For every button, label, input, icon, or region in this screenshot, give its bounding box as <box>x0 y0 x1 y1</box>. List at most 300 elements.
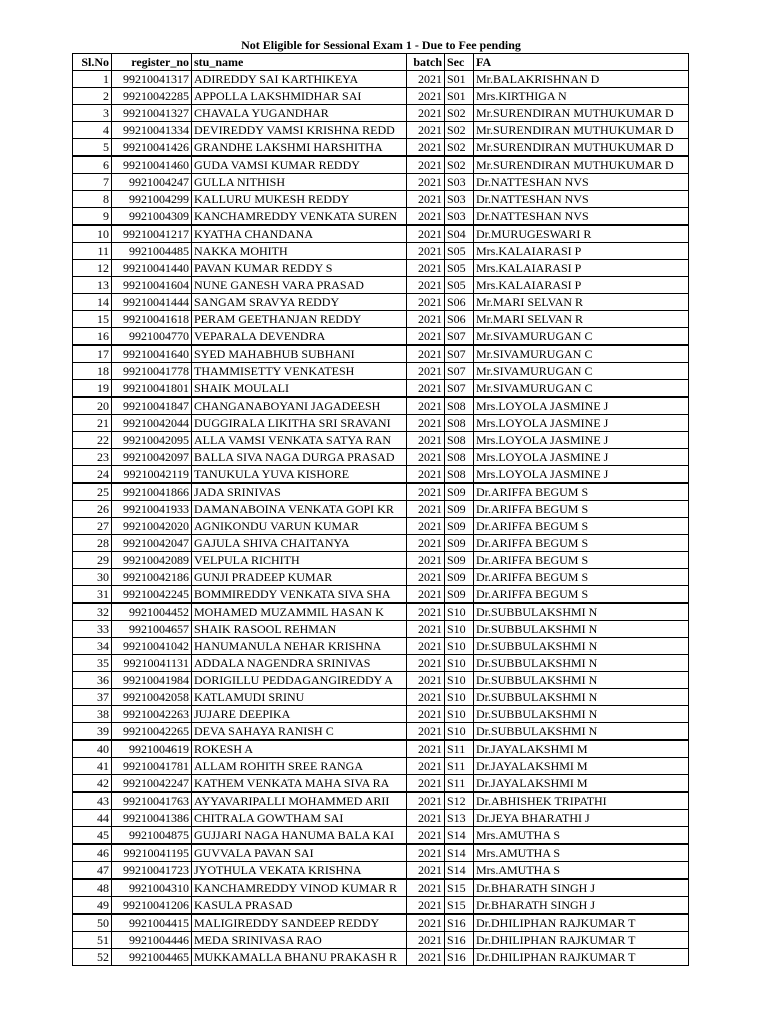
cell-batch[interactable]: 2021 <box>407 328 445 346</box>
cell-stu-name[interactable] <box>192 483 407 501</box>
cell-stu-name[interactable] <box>192 672 407 689</box>
cell-sec[interactable]: S09 <box>445 569 474 586</box>
cell-slno[interactable]: 8 <box>73 191 112 208</box>
cell-register-no[interactable]: 99210041778 <box>112 363 192 380</box>
cell-sec[interactable]: S10 <box>445 638 474 655</box>
cell-slno[interactable]: 45 <box>73 827 112 845</box>
cell-stu-name[interactable] <box>192 689 407 706</box>
cell-stu-name[interactable] <box>192 122 407 139</box>
cell-register-no[interactable]: 99210042263 <box>112 706 192 723</box>
cell-slno[interactable]: 11 <box>73 243 112 260</box>
cell-slno[interactable]: 4 <box>73 122 112 139</box>
cell-batch[interactable]: 2021 <box>407 380 445 398</box>
cell-slno[interactable]: 20 <box>73 397 112 415</box>
cell-register-no[interactable]: 99210041640 <box>112 345 192 363</box>
cell-batch[interactable]: 2021 <box>407 208 445 226</box>
cell-register-no[interactable]: 99210041984 <box>112 672 192 689</box>
cell-register-no[interactable]: 9921004657 <box>112 621 192 638</box>
cell-batch[interactable]: 2021 <box>407 879 445 897</box>
cell-batch[interactable]: 2021 <box>407 105 445 122</box>
cell-stu-name[interactable] <box>192 810 407 827</box>
cell-sec[interactable]: S07 <box>445 328 474 346</box>
cell-slno[interactable]: 40 <box>73 740 112 758</box>
cell-stu-name[interactable] <box>192 191 407 208</box>
cell-batch[interactable]: 2021 <box>407 363 445 380</box>
cell-sec[interactable]: S16 <box>445 949 474 966</box>
cell-sec[interactable]: S08 <box>445 432 474 449</box>
cell-slno[interactable]: 14 <box>73 294 112 311</box>
cell-batch[interactable]: 2021 <box>407 810 445 827</box>
cell-register-no[interactable]: 9921004875 <box>112 827 192 845</box>
cell-register-no[interactable]: 99210042044 <box>112 415 192 432</box>
cell-register-no[interactable]: 99210041426 <box>112 139 192 157</box>
cell-stu-name[interactable] <box>192 449 407 466</box>
cell-batch[interactable]: 2021 <box>407 415 445 432</box>
cell-fa[interactable]: Dr.BHARATH SINGH J <box>474 897 689 915</box>
cell-sec[interactable]: S06 <box>445 294 474 311</box>
cell-register-no[interactable]: 99210042089 <box>112 552 192 569</box>
cell-batch[interactable]: 2021 <box>407 277 445 294</box>
cell-stu-name[interactable] <box>192 225 407 243</box>
cell-register-no[interactable]: 9921004465 <box>112 949 192 966</box>
cell-fa[interactable]: Mr.SURENDIRAN MUTHUKUMAR D <box>474 156 689 174</box>
cell-stu-name[interactable] <box>192 862 407 880</box>
cell-sec[interactable]: S06 <box>445 311 474 328</box>
cell-register-no[interactable]: 99210042245 <box>112 586 192 604</box>
cell-register-no[interactable]: 99210042058 <box>112 689 192 706</box>
cell-fa[interactable]: Dr.NATTESHAN NVS <box>474 191 689 208</box>
cell-slno[interactable]: 12 <box>73 260 112 277</box>
cell-batch[interactable]: 2021 <box>407 827 445 845</box>
cell-batch[interactable]: 2021 <box>407 862 445 880</box>
cell-slno[interactable]: 24 <box>73 466 112 484</box>
cell-stu-name[interactable] <box>192 345 407 363</box>
cell-register-no[interactable]: 9921004299 <box>112 191 192 208</box>
cell-fa[interactable]: Dr.BHARATH SINGH J <box>474 879 689 897</box>
cell-fa[interactable]: Mrs.KIRTHIGA N <box>474 88 689 105</box>
cell-register-no[interactable]: 9921004310 <box>112 879 192 897</box>
cell-fa[interactable]: Mrs.LOYOLA JASMINE J <box>474 466 689 484</box>
cell-fa[interactable]: Dr.DHILIPHAN RAJKUMAR T <box>474 914 689 932</box>
cell-slno[interactable]: 51 <box>73 932 112 949</box>
cell-register-no[interactable]: 99210041131 <box>112 655 192 672</box>
cell-stu-name[interactable] <box>192 723 407 741</box>
cell-slno[interactable]: 42 <box>73 775 112 793</box>
cell-register-no[interactable]: 99210041866 <box>112 483 192 501</box>
cell-batch[interactable]: 2021 <box>407 225 445 243</box>
cell-slno[interactable]: 37 <box>73 689 112 706</box>
cell-batch[interactable]: 2021 <box>407 932 445 949</box>
cell-sec[interactable]: S07 <box>445 363 474 380</box>
cell-stu-name[interactable] <box>192 415 407 432</box>
cell-batch[interactable]: 2021 <box>407 672 445 689</box>
cell-stu-name[interactable] <box>192 311 407 328</box>
cell-slno[interactable]: 28 <box>73 535 112 552</box>
cell-register-no[interactable]: 9921004247 <box>112 174 192 191</box>
cell-sec[interactable]: S09 <box>445 483 474 501</box>
cell-batch[interactable]: 2021 <box>407 569 445 586</box>
cell-sec[interactable]: S01 <box>445 88 474 105</box>
cell-slno[interactable]: 16 <box>73 328 112 346</box>
cell-batch[interactable]: 2021 <box>407 483 445 501</box>
cell-stu-name[interactable] <box>192 260 407 277</box>
cell-register-no[interactable]: 99210041723 <box>112 862 192 880</box>
cell-stu-name[interactable] <box>192 380 407 398</box>
cell-stu-name[interactable] <box>192 740 407 758</box>
cell-sec[interactable]: S16 <box>445 932 474 949</box>
cell-slno[interactable]: 52 <box>73 949 112 966</box>
cell-batch[interactable]: 2021 <box>407 706 445 723</box>
cell-sec[interactable]: S02 <box>445 105 474 122</box>
cell-register-no[interactable]: 99210042119 <box>112 466 192 484</box>
cell-register-no[interactable]: 99210042095 <box>112 432 192 449</box>
cell-fa[interactable]: Dr.SUBBULAKSHMI N <box>474 638 689 655</box>
cell-slno[interactable]: 32 <box>73 603 112 621</box>
cell-stu-name[interactable] <box>192 432 407 449</box>
cell-stu-name[interactable] <box>192 466 407 484</box>
cell-sec[interactable]: S10 <box>445 723 474 741</box>
cell-register-no[interactable]: 9921004619 <box>112 740 192 758</box>
cell-batch[interactable]: 2021 <box>407 449 445 466</box>
cell-slno[interactable]: 26 <box>73 501 112 518</box>
cell-register-no[interactable]: 99210041604 <box>112 277 192 294</box>
cell-stu-name[interactable] <box>192 879 407 897</box>
cell-batch[interactable]: 2021 <box>407 174 445 191</box>
cell-register-no[interactable]: 99210041618 <box>112 311 192 328</box>
cell-fa[interactable]: Dr.SUBBULAKSHMI N <box>474 689 689 706</box>
cell-slno[interactable]: 13 <box>73 277 112 294</box>
cell-fa[interactable]: Mrs.AMUTHA S <box>474 862 689 880</box>
cell-register-no[interactable]: 9921004485 <box>112 243 192 260</box>
cell-sec[interactable]: S05 <box>445 243 474 260</box>
cell-sec[interactable]: S02 <box>445 122 474 139</box>
cell-fa[interactable]: Dr.ABHISHEK TRIPATHI <box>474 792 689 810</box>
cell-slno[interactable]: 3 <box>73 105 112 122</box>
cell-sec[interactable]: S14 <box>445 827 474 845</box>
cell-stu-name[interactable] <box>192 518 407 535</box>
cell-register-no[interactable]: 99210042020 <box>112 518 192 535</box>
cell-batch[interactable]: 2021 <box>407 71 445 88</box>
cell-stu-name[interactable] <box>192 105 407 122</box>
cell-sec[interactable]: S05 <box>445 277 474 294</box>
cell-slno[interactable]: 35 <box>73 655 112 672</box>
cell-register-no[interactable]: 99210041801 <box>112 380 192 398</box>
cell-register-no[interactable]: 99210042285 <box>112 88 192 105</box>
cell-batch[interactable]: 2021 <box>407 260 445 277</box>
cell-stu-name[interactable] <box>192 775 407 793</box>
cell-register-no[interactable]: 99210041460 <box>112 156 192 174</box>
cell-register-no[interactable]: 99210042247 <box>112 775 192 793</box>
cell-fa[interactable]: Mrs.KALAIARASI P <box>474 243 689 260</box>
cell-slno[interactable]: 2 <box>73 88 112 105</box>
cell-fa[interactable]: Mr.SIVAMURUGAN C <box>474 328 689 346</box>
cell-fa[interactable]: Dr.ARIFFA BEGUM S <box>474 501 689 518</box>
cell-fa[interactable]: Mrs.AMUTHA S <box>474 844 689 862</box>
cell-batch[interactable]: 2021 <box>407 535 445 552</box>
cell-sec[interactable]: S09 <box>445 535 474 552</box>
cell-slno[interactable]: 7 <box>73 174 112 191</box>
cell-batch[interactable]: 2021 <box>407 88 445 105</box>
cell-fa[interactable]: Mrs.KALAIARASI P <box>474 260 689 277</box>
cell-register-no[interactable]: 99210041317 <box>112 71 192 88</box>
cell-stu-name[interactable] <box>192 792 407 810</box>
cell-fa[interactable]: Dr.DHILIPHAN RAJKUMAR T <box>474 932 689 949</box>
cell-batch[interactable]: 2021 <box>407 156 445 174</box>
cell-fa[interactable]: Mr.SIVAMURUGAN C <box>474 345 689 363</box>
cell-register-no[interactable]: 99210042097 <box>112 449 192 466</box>
cell-sec[interactable]: S10 <box>445 689 474 706</box>
cell-sec[interactable]: S02 <box>445 156 474 174</box>
cell-stu-name[interactable] <box>192 139 407 157</box>
cell-batch[interactable]: 2021 <box>407 689 445 706</box>
cell-slno[interactable]: 31 <box>73 586 112 604</box>
cell-batch[interactable]: 2021 <box>407 740 445 758</box>
cell-register-no[interactable]: 9921004446 <box>112 932 192 949</box>
cell-batch[interactable]: 2021 <box>407 723 445 741</box>
cell-sec[interactable]: S03 <box>445 191 474 208</box>
cell-stu-name[interactable] <box>192 156 407 174</box>
cell-register-no[interactable]: 9921004452 <box>112 603 192 621</box>
cell-batch[interactable]: 2021 <box>407 466 445 484</box>
cell-slno[interactable]: 34 <box>73 638 112 655</box>
cell-batch[interactable]: 2021 <box>407 586 445 604</box>
cell-batch[interactable]: 2021 <box>407 758 445 775</box>
cell-fa[interactable]: Mr.SURENDIRAN MUTHUKUMAR D <box>474 122 689 139</box>
cell-fa[interactable]: Dr.MURUGESWARI R <box>474 225 689 243</box>
cell-fa[interactable]: Dr.JAYALAKSHMI M <box>474 775 689 793</box>
cell-fa[interactable]: Mr.BALAKRISHNAN D <box>474 71 689 88</box>
cell-sec[interactable]: S09 <box>445 586 474 604</box>
cell-slno[interactable]: 10 <box>73 225 112 243</box>
cell-stu-name[interactable] <box>192 897 407 915</box>
cell-register-no[interactable]: 99210041781 <box>112 758 192 775</box>
cell-sec[interactable]: S09 <box>445 518 474 535</box>
cell-sec[interactable]: S14 <box>445 862 474 880</box>
cell-register-no[interactable]: 99210041042 <box>112 638 192 655</box>
cell-fa[interactable]: Mrs.LOYOLA JASMINE J <box>474 449 689 466</box>
cell-sec[interactable]: S13 <box>445 810 474 827</box>
cell-fa[interactable]: Dr.ARIFFA BEGUM S <box>474 586 689 604</box>
cell-register-no[interactable]: 9921004309 <box>112 208 192 226</box>
cell-sec[interactable]: S02 <box>445 139 474 157</box>
cell-slno[interactable]: 15 <box>73 311 112 328</box>
cell-fa[interactable]: Dr.ARIFFA BEGUM S <box>474 483 689 501</box>
cell-slno[interactable]: 19 <box>73 380 112 398</box>
cell-stu-name[interactable] <box>192 586 407 604</box>
cell-register-no[interactable]: 99210042047 <box>112 535 192 552</box>
cell-sec[interactable]: S03 <box>445 174 474 191</box>
cell-sec[interactable]: S07 <box>445 345 474 363</box>
cell-batch[interactable]: 2021 <box>407 914 445 932</box>
cell-sec[interactable]: S10 <box>445 706 474 723</box>
cell-sec[interactable]: S15 <box>445 879 474 897</box>
cell-stu-name[interactable] <box>192 844 407 862</box>
cell-slno[interactable]: 21 <box>73 415 112 432</box>
cell-fa[interactable]: Dr.ARIFFA BEGUM S <box>474 552 689 569</box>
cell-fa[interactable]: Mrs.KALAIARASI P <box>474 277 689 294</box>
cell-sec[interactable]: S11 <box>445 740 474 758</box>
cell-fa[interactable]: Mr.MARI SELVAN R <box>474 311 689 328</box>
cell-slno[interactable]: 47 <box>73 862 112 880</box>
cell-batch[interactable]: 2021 <box>407 501 445 518</box>
cell-register-no[interactable]: 9921004770 <box>112 328 192 346</box>
cell-sec[interactable]: S15 <box>445 897 474 915</box>
cell-slno[interactable]: 33 <box>73 621 112 638</box>
cell-fa[interactable]: Dr.JAYALAKSHMI M <box>474 758 689 775</box>
cell-sec[interactable]: S10 <box>445 621 474 638</box>
cell-stu-name[interactable] <box>192 535 407 552</box>
cell-sec[interactable]: S05 <box>445 260 474 277</box>
cell-slno[interactable]: 38 <box>73 706 112 723</box>
cell-slno[interactable]: 48 <box>73 879 112 897</box>
cell-batch[interactable]: 2021 <box>407 949 445 966</box>
cell-stu-name[interactable] <box>192 706 407 723</box>
cell-fa[interactable]: Dr.SUBBULAKSHMI N <box>474 655 689 672</box>
cell-slno[interactable]: 22 <box>73 432 112 449</box>
cell-register-no[interactable]: 99210041763 <box>112 792 192 810</box>
cell-register-no[interactable]: 99210041206 <box>112 897 192 915</box>
cell-stu-name[interactable] <box>192 552 407 569</box>
cell-fa[interactable]: Dr.SUBBULAKSHMI N <box>474 621 689 638</box>
cell-stu-name[interactable] <box>192 243 407 260</box>
cell-register-no[interactable]: 99210041444 <box>112 294 192 311</box>
cell-sec[interactable]: S08 <box>445 415 474 432</box>
cell-slno[interactable]: 49 <box>73 897 112 915</box>
cell-batch[interactable]: 2021 <box>407 897 445 915</box>
cell-batch[interactable]: 2021 <box>407 432 445 449</box>
cell-batch[interactable]: 2021 <box>407 552 445 569</box>
cell-sec[interactable]: S09 <box>445 552 474 569</box>
cell-slno[interactable]: 6 <box>73 156 112 174</box>
cell-batch[interactable]: 2021 <box>407 638 445 655</box>
cell-slno[interactable]: 43 <box>73 792 112 810</box>
cell-fa[interactable]: Dr.NATTESHAN NVS <box>474 208 689 226</box>
cell-stu-name[interactable] <box>192 655 407 672</box>
cell-batch[interactable]: 2021 <box>407 122 445 139</box>
cell-sec[interactable]: S03 <box>445 208 474 226</box>
cell-stu-name[interactable] <box>192 758 407 775</box>
cell-stu-name[interactable] <box>192 827 407 845</box>
cell-stu-name[interactable] <box>192 569 407 586</box>
cell-slno[interactable]: 25 <box>73 483 112 501</box>
cell-batch[interactable]: 2021 <box>407 243 445 260</box>
cell-stu-name[interactable] <box>192 501 407 518</box>
cell-fa[interactable]: Mrs.LOYOLA JASMINE J <box>474 432 689 449</box>
cell-fa[interactable]: Dr.JEYA BHARATHI J <box>474 810 689 827</box>
cell-batch[interactable]: 2021 <box>407 311 445 328</box>
cell-stu-name[interactable] <box>192 71 407 88</box>
cell-stu-name[interactable] <box>192 932 407 949</box>
cell-fa[interactable]: Dr.ARIFFA BEGUM S <box>474 569 689 586</box>
cell-sec[interactable]: S09 <box>445 501 474 518</box>
cell-register-no[interactable]: 99210041440 <box>112 260 192 277</box>
cell-fa[interactable]: Dr.NATTESHAN NVS <box>474 174 689 191</box>
cell-fa[interactable]: Mrs.LOYOLA JASMINE J <box>474 397 689 415</box>
cell-register-no[interactable]: 99210042265 <box>112 723 192 741</box>
cell-fa[interactable]: Dr.ARIFFA BEGUM S <box>474 535 689 552</box>
cell-sec[interactable]: S12 <box>445 792 474 810</box>
cell-slno[interactable]: 36 <box>73 672 112 689</box>
cell-sec[interactable]: S16 <box>445 914 474 932</box>
cell-stu-name[interactable] <box>192 174 407 191</box>
cell-sec[interactable]: S10 <box>445 603 474 621</box>
cell-sec[interactable]: S01 <box>445 71 474 88</box>
cell-stu-name[interactable] <box>192 638 407 655</box>
cell-register-no[interactable]: 99210042186 <box>112 569 192 586</box>
cell-batch[interactable]: 2021 <box>407 655 445 672</box>
cell-slno[interactable]: 1 <box>73 71 112 88</box>
cell-sec[interactable]: S10 <box>445 655 474 672</box>
cell-stu-name[interactable] <box>192 397 407 415</box>
cell-slno[interactable]: 27 <box>73 518 112 535</box>
cell-register-no[interactable]: 99210041933 <box>112 501 192 518</box>
cell-batch[interactable]: 2021 <box>407 397 445 415</box>
cell-batch[interactable]: 2021 <box>407 792 445 810</box>
cell-sec[interactable]: S07 <box>445 380 474 398</box>
cell-slno[interactable]: 39 <box>73 723 112 741</box>
cell-sec[interactable]: S10 <box>445 672 474 689</box>
cell-batch[interactable]: 2021 <box>407 775 445 793</box>
cell-register-no[interactable]: 99210041386 <box>112 810 192 827</box>
cell-fa[interactable]: Dr.JAYALAKSHMI M <box>474 740 689 758</box>
cell-stu-name[interactable] <box>192 88 407 105</box>
cell-stu-name[interactable] <box>192 914 407 932</box>
cell-fa[interactable]: Mr.SIVAMURUGAN C <box>474 380 689 398</box>
cell-sec[interactable]: S08 <box>445 449 474 466</box>
cell-slno[interactable]: 44 <box>73 810 112 827</box>
cell-slno[interactable]: 9 <box>73 208 112 226</box>
cell-register-no[interactable]: 9921004415 <box>112 914 192 932</box>
cell-fa[interactable]: Dr.ARIFFA BEGUM S <box>474 518 689 535</box>
cell-slno[interactable]: 23 <box>73 449 112 466</box>
cell-fa[interactable]: Mr.SURENDIRAN MUTHUKUMAR D <box>474 105 689 122</box>
cell-stu-name[interactable] <box>192 363 407 380</box>
cell-register-no[interactable]: 99210041217 <box>112 225 192 243</box>
cell-stu-name[interactable] <box>192 328 407 346</box>
cell-fa[interactable]: Mr.MARI SELVAN R <box>474 294 689 311</box>
cell-register-no[interactable]: 99210041327 <box>112 105 192 122</box>
cell-stu-name[interactable] <box>192 294 407 311</box>
cell-sec[interactable]: S08 <box>445 397 474 415</box>
cell-register-no[interactable]: 99210041195 <box>112 844 192 862</box>
cell-fa[interactable]: Dr.SUBBULAKSHMI N <box>474 603 689 621</box>
cell-stu-name[interactable] <box>192 277 407 294</box>
cell-stu-name[interactable] <box>192 949 407 966</box>
cell-register-no[interactable]: 99210041847 <box>112 397 192 415</box>
cell-slno[interactable]: 17 <box>73 345 112 363</box>
cell-slno[interactable]: 5 <box>73 139 112 157</box>
cell-batch[interactable]: 2021 <box>407 345 445 363</box>
cell-batch[interactable]: 2021 <box>407 621 445 638</box>
cell-fa[interactable]: Dr.DHILIPHAN RAJKUMAR T <box>474 949 689 966</box>
cell-batch[interactable]: 2021 <box>407 518 445 535</box>
cell-slno[interactable]: 18 <box>73 363 112 380</box>
cell-fa[interactable]: Dr.SUBBULAKSHMI N <box>474 672 689 689</box>
cell-batch[interactable]: 2021 <box>407 139 445 157</box>
cell-sec[interactable]: S14 <box>445 844 474 862</box>
cell-fa[interactable]: Dr.SUBBULAKSHMI N <box>474 723 689 741</box>
cell-sec[interactable]: S11 <box>445 758 474 775</box>
cell-sec[interactable]: S04 <box>445 225 474 243</box>
cell-batch[interactable]: 2021 <box>407 191 445 208</box>
cell-slno[interactable]: 30 <box>73 569 112 586</box>
cell-slno[interactable]: 29 <box>73 552 112 569</box>
cell-fa[interactable]: Mr.SURENDIRAN MUTHUKUMAR D <box>474 139 689 157</box>
cell-batch[interactable]: 2021 <box>407 844 445 862</box>
cell-slno[interactable]: 41 <box>73 758 112 775</box>
cell-stu-name[interactable] <box>192 208 407 226</box>
cell-fa[interactable]: Dr.SUBBULAKSHMI N <box>474 706 689 723</box>
